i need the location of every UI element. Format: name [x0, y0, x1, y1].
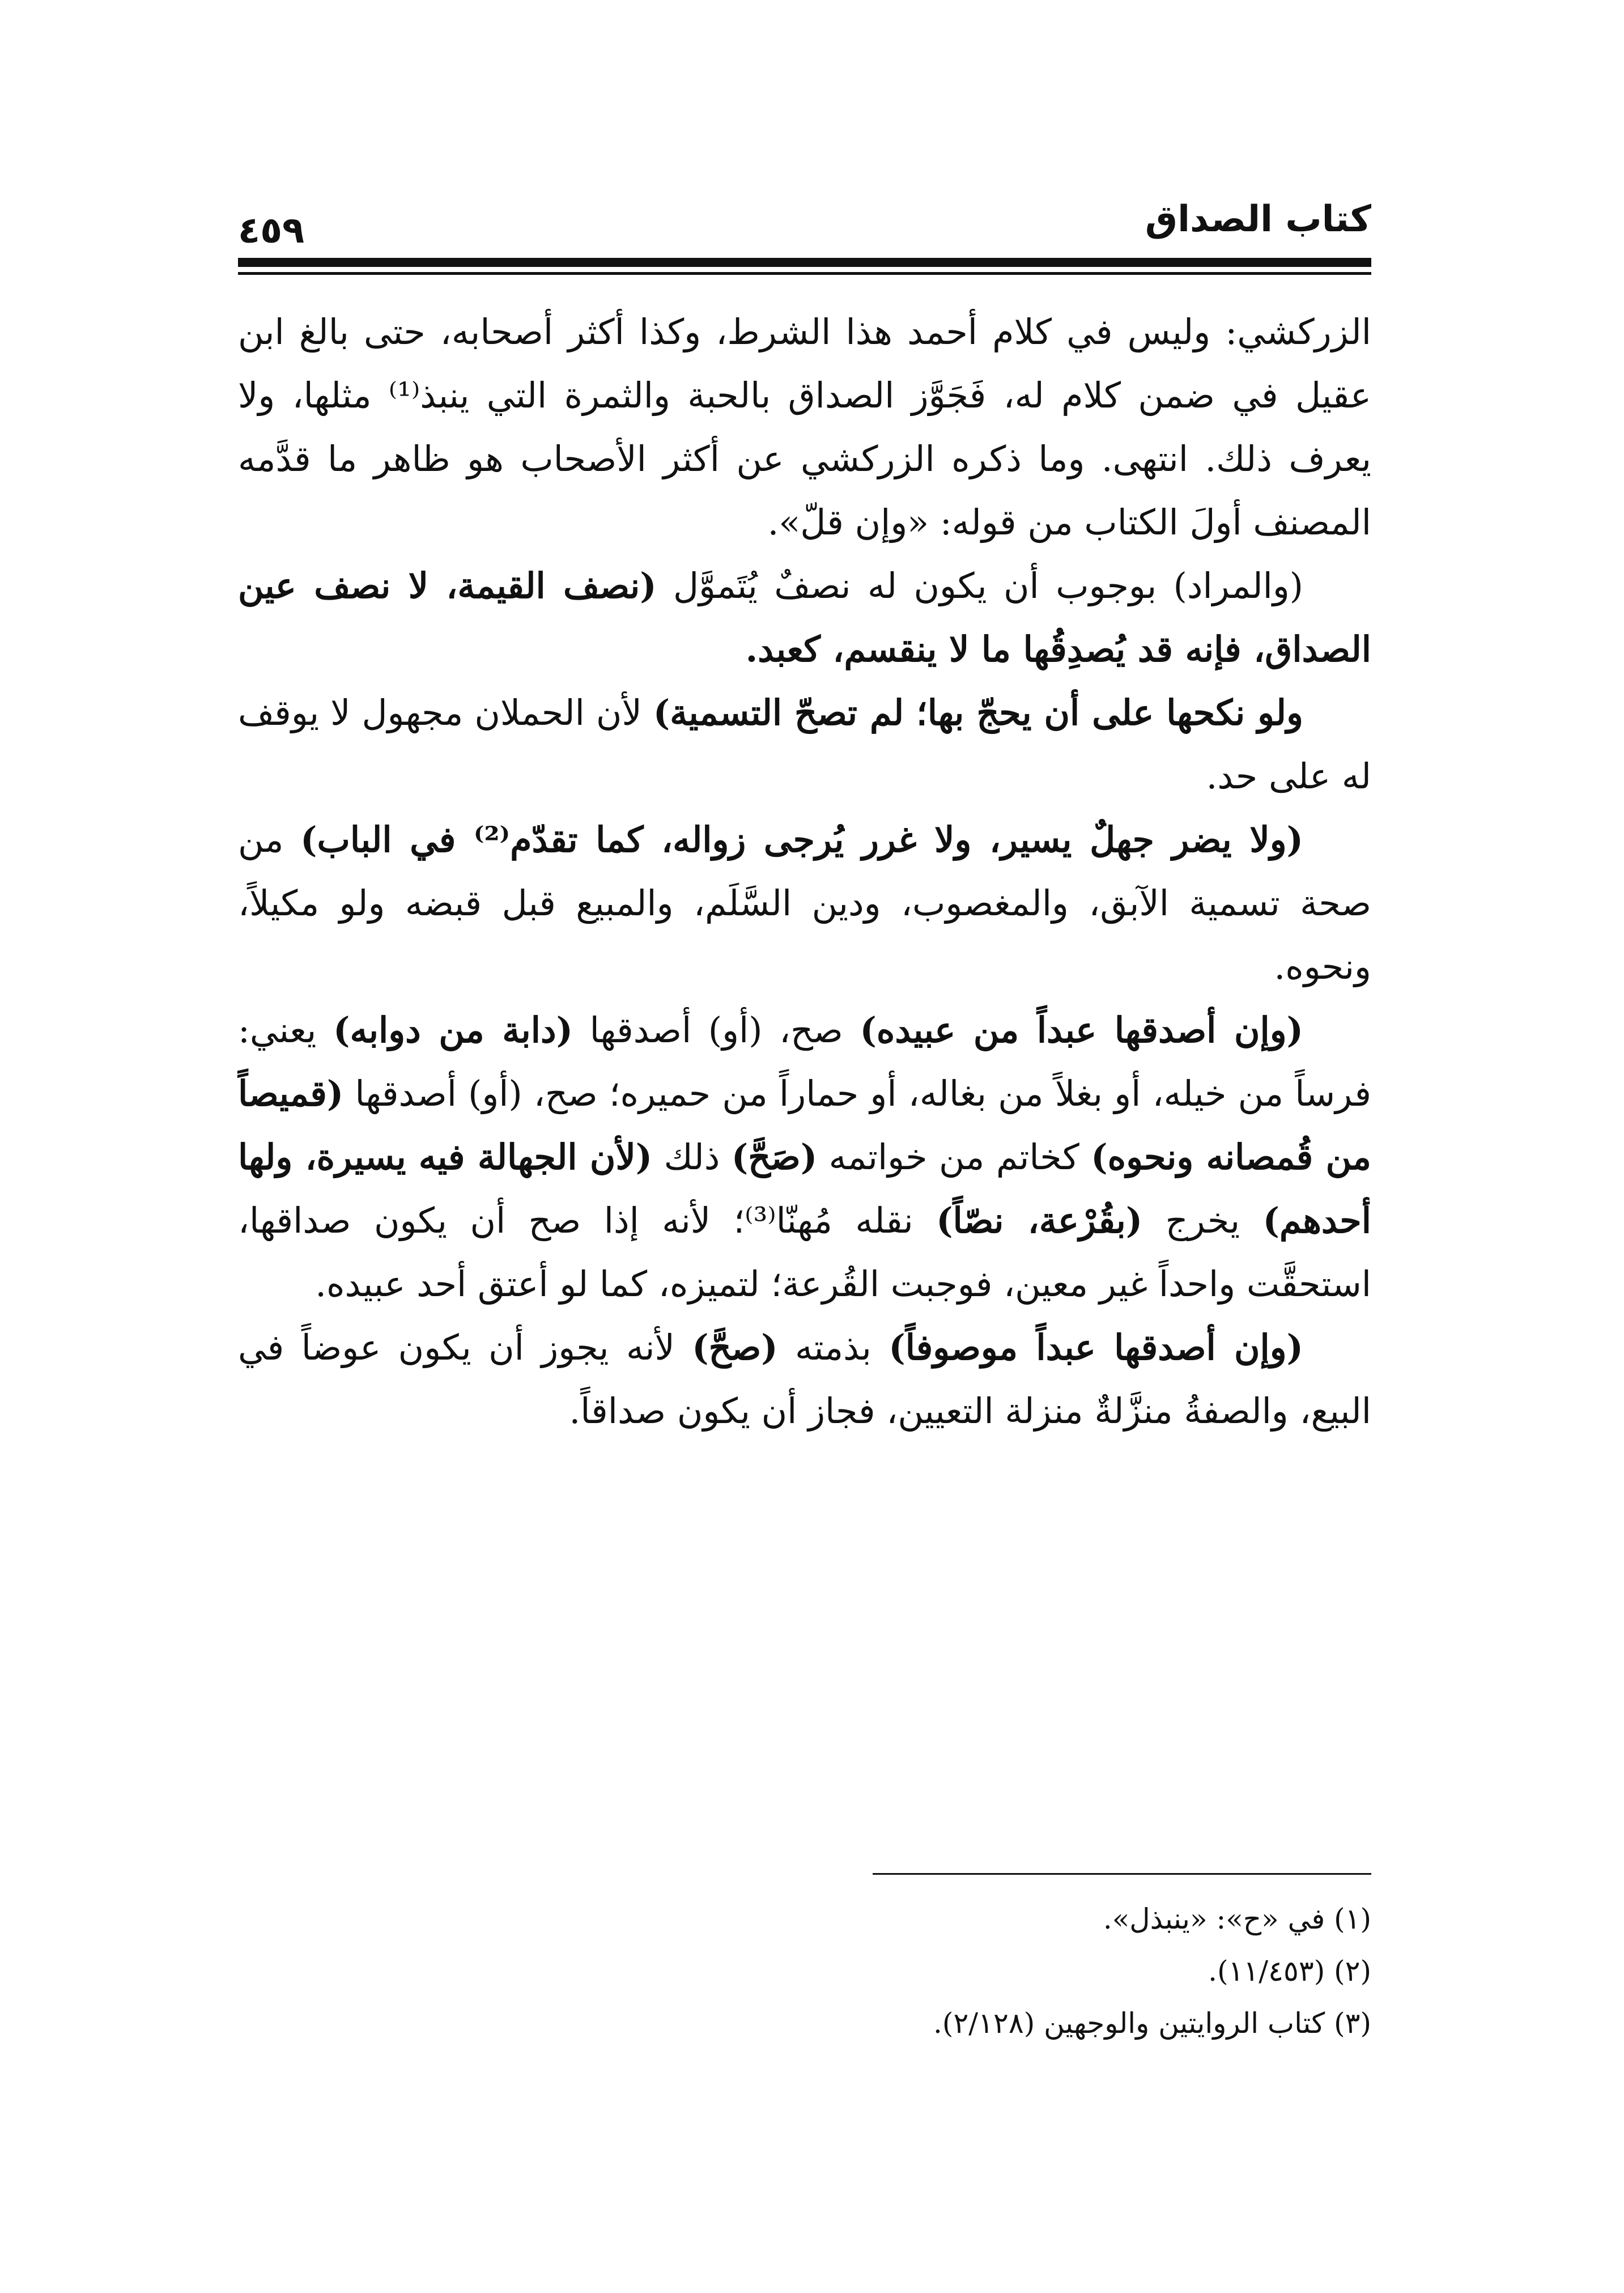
- paragraph-4-part-b: من صحة تسمية الآبق، والمغصوب، ودين السَّلَم، والمبيع قبل قبضه ولو مكيلاً، ونحوه.: [238, 819, 1371, 987]
- running-header: [238, 187, 1371, 272]
- paragraph-5-part-i: (لأن الجهالة فيه يسيرة، ولها أحدهم): [238, 1136, 1371, 1241]
- page-number: ٤٥٩: [238, 210, 305, 252]
- footnote-2: (٢) (١١/٤٥٣).: [1208, 1955, 1371, 1988]
- paragraph-3-part-b: لأن الحملان مجهول لا يوقف له على حد.: [238, 692, 1371, 797]
- paragraph-5-part-h: ذلك: [652, 1136, 732, 1178]
- chapter-title: كتاب الصداق: [1145, 198, 1371, 240]
- footnote-1: (١) في «ح»: «ينبذل».: [1103, 1903, 1371, 1935]
- paragraph-2: [238, 554, 1371, 681]
- paragraph-5-part-d: يعني: فرساً من خيله، أو بغلاً من بغاله، أو حماراً من حميره؛ صح، (أو) أصدقها: [238, 1009, 1371, 1114]
- paragraph-5-part-j: يخرج: [1142, 1200, 1263, 1241]
- paragraph-4: [238, 808, 1371, 999]
- paragraph-4-part-a: (ولا يضر جهلٌ يسير، ولا غرر يُرجى زواله، كما تقدّم⁽²⁾ في الباب): [300, 819, 1303, 860]
- main-text: [238, 300, 1371, 1443]
- paragraph-5-part-b: صح، (أو) أصدقها: [572, 1009, 860, 1051]
- paragraph-3: [238, 681, 1371, 808]
- paragraph-6-part-c: (صحَّ): [692, 1327, 778, 1368]
- paragraph-5-part-g: (صَحَّ): [731, 1136, 818, 1178]
- paragraph-5-part-a: (وإن أصدقها عبداً من عبيده): [860, 1009, 1303, 1051]
- footnotes: [238, 1893, 1371, 2049]
- header-rule-thick: [238, 258, 1371, 267]
- paragraph-5: [238, 999, 1371, 1316]
- paragraph-6-part-d: لأنه يجوز أن يكون عوضاً في البيع، والصفةُ منزَّلةٌ منزلة التعيين، فجاز أن يكون صداقاً.: [238, 1327, 1371, 1432]
- paragraph-2-part-a: (والمراد) بوجوب أن يكون له نصفٌ يُتَموَّل: [656, 565, 1303, 606]
- paragraph-5-part-k: (بقُرْعة، نصّاً): [936, 1200, 1143, 1241]
- paragraph-5-part-c: (دابة من دوابه): [333, 1009, 573, 1051]
- book-page: [238, 187, 1371, 2171]
- paragraph-1: الزركشي: وليس في كلام أحمد هذا الشرط، وكذا أكثر أصحابه، حتى بالغ ابن عقيل في ضمن كلام له، فَجَوَّز الصداق بالحبة والثمرة التي ينبذ⁽¹⁾ مثلها، ولا يعرف ذلك. انتهى. وما ذكره الزركشي عن أكثر الأصحاب هو ظاهر ما قدَّمه المصنف أولَ الكتاب من قوله: «وإن قلّ».: [238, 311, 1372, 543]
- header-rule-thin: [238, 272, 1371, 275]
- paragraph-5-part-e: (قميصاً من قُمصانه ونحوه): [238, 1073, 1372, 1178]
- paragraph-5-part-l: نقله مُهنّا⁽³⁾؛ لأنه إذا صح أن يكون صداقها، استحقَّت واحداً غير معين، فوجبت القُرعة؛ لتميزه، كما لو أعتق أحد عبيده.: [238, 1200, 1371, 1305]
- paragraph-6-part-a: (وإن أصدقها عبداً موصوفاً): [888, 1327, 1304, 1368]
- footnote-3: (٣) كتاب الروايتين والوجهين (٢/١٢٨).: [933, 2007, 1371, 2040]
- paragraph-6: [238, 1316, 1371, 1443]
- paragraph-5-part-f: كخاتم من خواتمه: [817, 1136, 1091, 1178]
- paragraph-2-part-b: (نصف القيمة، لا نصف عين الصداق، فإنه قد يُصدِقُها ما لا ينقسم، كعبد.: [238, 565, 1371, 670]
- paragraph-3-part-a: ولو نكحها على أن يحجّ بها؛ لم تصحّ التسمية): [653, 692, 1303, 733]
- paragraph-6-part-b: بذمته: [777, 1327, 889, 1368]
- footnote-separator: [873, 1873, 1371, 1875]
